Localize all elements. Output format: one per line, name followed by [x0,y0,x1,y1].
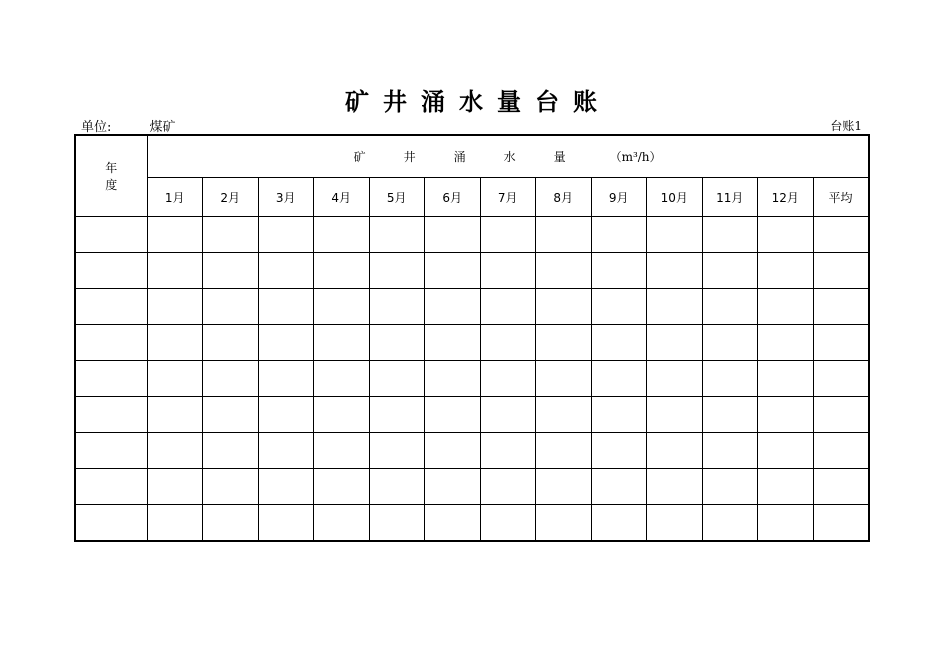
table-cell[interactable] [147,217,203,253]
table-cell[interactable] [369,505,425,542]
table-cell[interactable] [536,325,592,361]
table-cell[interactable] [758,433,814,469]
table-cell[interactable] [203,325,259,361]
table-cell[interactable] [147,397,203,433]
table-cell[interactable] [314,505,370,542]
table-cell[interactable] [758,397,814,433]
table-cell[interactable] [258,325,314,361]
table-row [75,325,869,361]
table-cell[interactable] [369,253,425,289]
table-cell[interactable] [758,469,814,505]
table-cell[interactable] [480,433,536,469]
table-row [75,361,869,397]
table-cell[interactable] [258,433,314,469]
column-header: 9月 [591,178,647,217]
table-cell[interactable] [369,397,425,433]
table-cell[interactable] [203,217,259,253]
table-cell[interactable] [536,253,592,289]
table-cell[interactable] [314,217,370,253]
table-cell[interactable] [147,289,203,325]
table-row [75,253,869,289]
table-cell[interactable] [314,289,370,325]
year-cell[interactable] [75,397,147,433]
table-cell[interactable] [813,361,869,397]
unit-label: 单位: [81,120,112,135]
year-cell[interactable] [75,325,147,361]
column-header: 1月 [147,178,203,217]
table-cell[interactable] [591,289,647,325]
ledger-number: 台账1 [830,119,862,133]
column-header: 12月 [758,178,814,217]
table-cell[interactable] [702,433,758,469]
table-cell[interactable] [536,433,592,469]
table-cell[interactable] [702,469,758,505]
table-cell[interactable] [758,325,814,361]
table-cell[interactable] [647,289,703,325]
table-row [75,505,869,542]
table-cell[interactable] [480,505,536,542]
table-cell[interactable] [591,325,647,361]
table-cell[interactable] [591,505,647,542]
table-cell[interactable] [258,469,314,505]
table-cell[interactable] [314,469,370,505]
table-cell[interactable] [425,469,481,505]
table-cell[interactable] [813,289,869,325]
group-header [147,135,869,178]
table-cell[interactable] [647,505,703,542]
table-cell[interactable] [536,217,592,253]
column-header: 3月 [258,178,314,217]
table-cell[interactable] [369,469,425,505]
table-cell[interactable] [813,469,869,505]
column-header: 11月 [702,178,758,217]
table-cell[interactable] [813,253,869,289]
table-cell[interactable] [147,361,203,397]
table-cell[interactable] [702,289,758,325]
header-row-months [75,178,869,217]
table-cell[interactable] [480,397,536,433]
table-cell[interactable] [702,361,758,397]
table-cell[interactable] [536,505,592,542]
year-cell[interactable] [75,433,147,469]
column-header: 6月 [425,178,481,217]
table-cell[interactable] [647,325,703,361]
table-cell[interactable] [203,433,259,469]
table-cell[interactable] [647,361,703,397]
table-cell[interactable] [591,433,647,469]
table-cell[interactable] [314,325,370,361]
year-cell[interactable] [75,505,147,542]
column-header: 5月 [369,178,425,217]
table-cell[interactable] [647,217,703,253]
table-cell[interactable] [536,469,592,505]
year-cell[interactable] [75,289,147,325]
table-cell[interactable] [258,361,314,397]
table-cell[interactable] [258,217,314,253]
table-cell[interactable] [314,361,370,397]
table-cell[interactable] [813,325,869,361]
page-title: 矿井涌水量台账 [345,88,611,116]
year-cell[interactable] [75,469,147,505]
table-cell[interactable] [536,361,592,397]
table-row [75,397,869,433]
table-cell[interactable] [591,253,647,289]
table-cell[interactable] [536,397,592,433]
unit-value: 煤矿 [149,120,176,135]
table-cell[interactable] [203,361,259,397]
table-cell[interactable] [480,217,536,253]
table-row [75,289,869,325]
table-cell[interactable] [702,397,758,433]
table-cell[interactable] [203,289,259,325]
table-cell[interactable] [591,361,647,397]
table-cell[interactable] [591,217,647,253]
table-cell[interactable] [591,397,647,433]
table-cell[interactable] [758,253,814,289]
year-cell[interactable] [75,361,147,397]
table-row [75,433,869,469]
table-cell[interactable] [591,469,647,505]
water-inflow-ledger-table [74,134,870,542]
table-cell[interactable] [480,361,536,397]
table-cell[interactable] [480,325,536,361]
group-header-unit: （m³/h） [609,150,662,164]
column-header: 4月 [314,178,370,217]
table-cell[interactable] [203,505,259,542]
table-cell[interactable] [425,253,481,289]
table-cell[interactable] [647,469,703,505]
table-cell[interactable] [480,469,536,505]
unit-info [81,116,176,135]
table-cell[interactable] [758,217,814,253]
year-cell[interactable] [75,253,147,289]
table-cell[interactable] [369,325,425,361]
table-cell[interactable] [258,253,314,289]
table-cell[interactable] [314,397,370,433]
table-cell[interactable] [702,505,758,542]
table-cell[interactable] [425,217,481,253]
table-cell[interactable] [147,325,203,361]
table-cell[interactable] [203,253,259,289]
table-cell[interactable] [203,469,259,505]
table-cell[interactable] [758,505,814,542]
column-header: 2月 [203,178,259,217]
column-header: 7月 [480,178,536,217]
table-row [75,469,869,505]
header-row-group [75,135,869,178]
table-cell[interactable] [702,325,758,361]
column-header: 10月 [647,178,703,217]
table-cell[interactable] [758,361,814,397]
table-cell[interactable] [758,289,814,325]
table-cell[interactable] [369,361,425,397]
table-cell[interactable] [203,397,259,433]
table-cell[interactable] [647,253,703,289]
table-cell[interactable] [147,433,203,469]
group-header-label: 矿井涌水量 [353,150,604,164]
table-cell[interactable] [147,505,203,542]
table-cell[interactable] [425,397,481,433]
table-cell[interactable] [258,397,314,433]
table-cell[interactable] [314,433,370,469]
table-cell[interactable] [147,469,203,505]
column-header: 平均 [813,178,869,217]
year-cell[interactable] [75,217,147,253]
table-cell[interactable] [480,253,536,289]
table-cell[interactable] [147,253,203,289]
table-cell[interactable] [480,289,536,325]
table-cell[interactable] [314,253,370,289]
table-cell[interactable] [702,253,758,289]
year-header: 年 度 [75,135,147,217]
table-cell[interactable] [369,289,425,325]
table-cell[interactable] [425,361,481,397]
table-cell[interactable] [702,217,758,253]
table-cell[interactable] [813,505,869,542]
table-cell[interactable] [813,397,869,433]
table-cell[interactable] [813,433,869,469]
table-cell[interactable] [425,505,481,542]
table-cell[interactable] [369,217,425,253]
table-cell[interactable] [647,397,703,433]
table-cell[interactable] [813,217,869,253]
column-header: 8月 [536,178,592,217]
table-cell[interactable] [258,505,314,542]
table-cell[interactable] [647,433,703,469]
table-cell[interactable] [536,289,592,325]
table-cell[interactable] [425,433,481,469]
table-cell[interactable] [258,289,314,325]
table-cell[interactable] [369,433,425,469]
table-cell[interactable] [425,325,481,361]
table-row [75,217,869,253]
table-cell[interactable] [425,289,481,325]
